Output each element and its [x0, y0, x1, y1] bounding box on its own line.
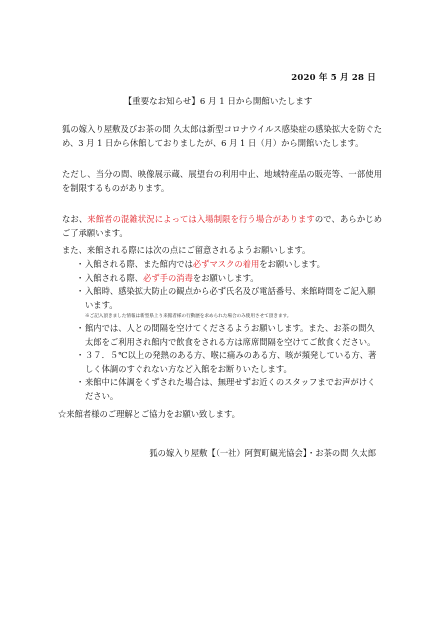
list-item: [76, 285, 382, 312]
bullet: ・: [76, 377, 85, 387]
list-item-text: [85, 285, 382, 312]
bullet: ・: [76, 350, 85, 360]
paragraph-entry-limit: [62, 213, 382, 240]
item-text-before: 入館される際、また館内では: [85, 259, 193, 269]
item-text-after: をお願いします。: [259, 259, 325, 269]
bullet: ・: [76, 259, 85, 269]
notice-title: 【重要なお知らせ】6 月 1 日から開館いたします: [123, 97, 313, 107]
privacy-note: ※ご記入頂きました情報は新型県上り来館者様の行動歴を求められた場合のみ使用させて頂きます。: [85, 314, 292, 319]
item-text-before: 入館時、感染拡大防止の観点から必ず氏名及び電話番号、来館時間をご記入願います。: [85, 286, 376, 310]
list-item: [76, 258, 382, 272]
list-item: [76, 349, 382, 376]
paragraph-reopening: 狐の嫁入り屋敷及びお茶の間 久太郎は新型コロナウイルス感染症の感染拡大を防ぐため、3 月 1 日から休館しておりましたが、6 月 1 日（月）から開館いたします。: [62, 124, 382, 148]
list-item-text: [85, 349, 382, 376]
list-item: [76, 272, 382, 286]
bullet: ・: [76, 323, 85, 333]
paragraph-guidelines-intro: また、来館される際には次の点にご留意されるようお願いします。: [62, 245, 311, 255]
paragraph-restrictions: ただし、当分の間、映像展示蔵、展望台の利用中止、地域特産品の販売等、一部使用を制限するものがあります。: [62, 169, 382, 193]
signature: 狐の嫁入り屋敷【（一社）阿賀町観光協会】・お茶の間 久太郎: [149, 448, 376, 458]
entry-limit-text-before: なお、: [62, 214, 88, 224]
item-text-before: 館内では、人との間隔を空けてくださるようお願いします。また、お茶の間久太郎をご利用され館内で飲食をされる方は席席間隔を空けてご飲食ください。: [85, 323, 376, 347]
notice-date: 2020 年 5 月 28 日: [291, 73, 376, 83]
list-item: [76, 322, 382, 349]
bullet: ・: [76, 286, 85, 296]
closing-request: ☆来館者様のご理解とご協力をお願い致します。: [58, 409, 240, 419]
item-text-before: 来館中に体調をくずされた場合は、無理せずお近くのスタッフまでお声がけください。: [85, 377, 376, 401]
list-item-text: [85, 322, 382, 349]
list-item: [76, 376, 382, 403]
list-item-text: [85, 376, 382, 403]
item-text-after: をお願いします。: [192, 272, 259, 283]
item-text-before: ３７．５℃以上の発熱のある方、喉に痛みのある方、咳が頻発している方、著しく体調のすぐれない方など入館をお断りいたします。: [85, 350, 377, 374]
entry-limit-text-red: 来館者の混雑状況によっては入場制限を行う場合があります: [87, 214, 315, 224]
list-item-text: [85, 258, 382, 272]
item-text-before: 入館される際、: [85, 272, 144, 283]
entry-limit-text-after: ので、あらかじめご了承願います。: [62, 214, 382, 238]
item-text-red: 必ずマスクの着用: [192, 259, 260, 269]
guidelines-list: [76, 258, 382, 403]
list-item-text: [85, 272, 382, 286]
bullet: ・: [76, 272, 85, 283]
item-text-red: 必ず手の消毒: [143, 272, 193, 283]
